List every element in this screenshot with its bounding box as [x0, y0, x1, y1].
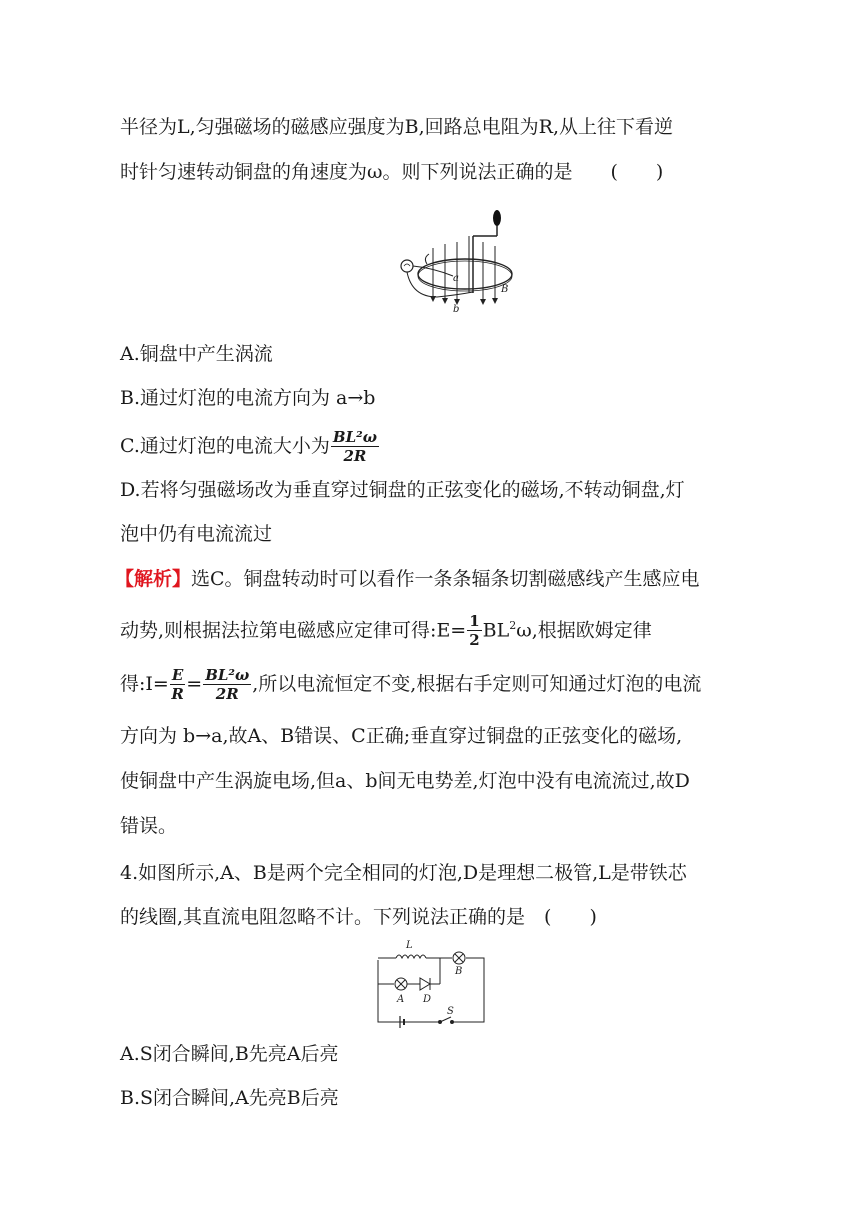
disc-label-a: a: [453, 273, 459, 284]
analysis-text-3a: 得:I=: [120, 673, 169, 695]
circuit-label-S: S: [447, 1006, 454, 1017]
analysis-superscript: 2: [509, 619, 517, 632]
analysis-text-2c: ω,根据欧姆定律: [516, 619, 652, 642]
circuit-label-A: A: [397, 994, 405, 1005]
analysis-line5: 使铜盘中产生涡旋电场,但a、b间无电势差,灯泡中没有电流流过,故D: [120, 770, 690, 792]
circuit-figure: [370, 936, 490, 1028]
analysis-line6: 错误。: [120, 815, 178, 837]
analysis-e-over-r: [170, 668, 185, 702]
analysis-equals: =: [186, 673, 203, 695]
analysis-current-fraction: [203, 668, 251, 702]
q3-option-c: [120, 430, 380, 464]
circuit-label-D: D: [423, 994, 432, 1005]
q3-option-c-fraction: [331, 430, 379, 464]
fraction-denominator: 2R: [343, 447, 367, 465]
fraction-denominator: R: [171, 685, 184, 703]
q4-stem-line2: 的线圈,其直流电阻忽略不计。下列说法正确的是 ( ): [120, 906, 597, 928]
fraction-denominator: 2R: [215, 685, 239, 703]
fraction-numerator: 1: [469, 612, 480, 631]
q3-option-b: B.通过灯泡的电流方向为 a→b: [120, 387, 376, 409]
analysis-tag: 【解析】: [115, 568, 192, 590]
disc-label-b: b: [453, 304, 460, 315]
q4-option-b: B.S闭合瞬间,A先亮B后亮: [120, 1087, 339, 1109]
q4-stem-line1: 4.如图所示,A、B是两个完全相同的灯泡,D是理想二极管,L是带铁芯: [120, 862, 687, 884]
circuit-label-B: B: [455, 966, 463, 977]
analysis-line3: [120, 668, 701, 702]
q3-option-d-line1: D.若将匀强磁场改为垂直穿过铜盘的正弦变化的磁场,不转动铜盘,灯: [120, 479, 685, 501]
fraction-denominator: 2: [469, 631, 480, 650]
fraction-numerator: E: [171, 666, 184, 684]
q4-option-a: A.S闭合瞬间,B先亮A后亮: [120, 1043, 339, 1065]
q3-stem-line2: 时针匀速转动铜盘的角速度为ω。则下列说法正确的是 ( ): [120, 161, 664, 183]
q3-option-a: A.铜盘中产生涡流: [120, 343, 273, 365]
copper-disc-figure: [395, 208, 520, 318]
analysis-text-2b: BL: [482, 619, 510, 642]
fraction-numerator: BL²ω: [205, 666, 250, 684]
q3-option-d-line2: 泡中仍有电流流过: [120, 523, 273, 545]
analysis-line4: 方向为 b→a,故A、B错误、C正确;垂直穿过铜盘的正弦变化的磁场,: [120, 725, 683, 747]
q3-stem-line1: 半径为L,匀强磁场的磁感应强度为B,回路总电阻为R,从上往下看逆: [120, 116, 674, 138]
analysis-line1: [115, 565, 700, 593]
disc-label-B: B: [501, 284, 509, 295]
analysis-line2: [120, 612, 652, 648]
analysis-half-fraction: [467, 614, 481, 648]
analysis-text-1: 选C。铜盘转动时可以看作一条条辐条切割磁感线产生感应电: [191, 568, 700, 590]
q3-option-c-text: C.通过灯泡的电流大小为: [120, 435, 330, 457]
analysis-text-2a: 动势,则根据法拉第电磁感应定律可得:E=: [120, 619, 467, 642]
circuit-label-L: L: [406, 940, 413, 951]
analysis-text-3b: ,所以电流恒定不变,根据右手定则可知通过灯泡的电流: [252, 673, 702, 695]
fraction-numerator: BL²ω: [332, 428, 377, 446]
